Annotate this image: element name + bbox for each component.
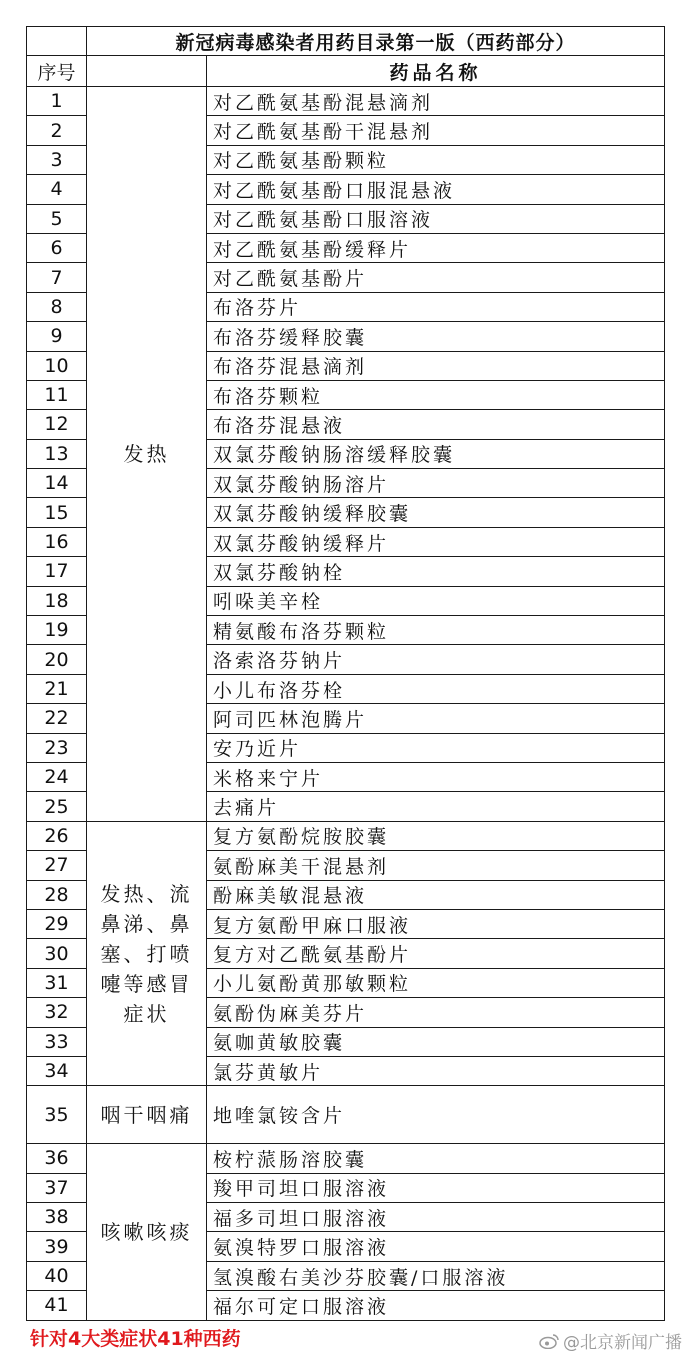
- watermark: [539, 1328, 682, 1353]
- row-number: 36: [27, 1144, 87, 1173]
- drug-name: 氨咖黄敏胶囊: [207, 1027, 665, 1056]
- row-number: 8: [27, 292, 87, 321]
- row-number: 25: [27, 792, 87, 821]
- row-number: 30: [27, 939, 87, 968]
- drug-name: 小儿布洛芬栓: [207, 674, 665, 703]
- row-number: 10: [27, 351, 87, 380]
- row-number: 24: [27, 762, 87, 791]
- header-row: [27, 56, 665, 87]
- drug-name: 复方氨酚烷胺胶囊: [207, 821, 665, 850]
- row-number: 34: [27, 1056, 87, 1085]
- drug-name: 布洛芬混悬液: [207, 410, 665, 439]
- table-row: [27, 1144, 665, 1173]
- row-number: 4: [27, 175, 87, 204]
- row-number: 2: [27, 116, 87, 145]
- drug-name: 酚麻美敏混悬液: [207, 880, 665, 909]
- drug-name: 地喹氯铵含片: [207, 1086, 665, 1144]
- drug-name: 对乙酰氨基酚缓释片: [207, 233, 665, 262]
- row-number: 3: [27, 145, 87, 174]
- row-number: 32: [27, 998, 87, 1027]
- row-number: 35: [27, 1086, 87, 1144]
- drug-name: 复方对乙酰氨基酚片: [207, 939, 665, 968]
- drug-name: 洛索洛芬钠片: [207, 645, 665, 674]
- drug-name: 氯芬黄敏片: [207, 1056, 665, 1085]
- drug-name: 布洛芬混悬滴剂: [207, 351, 665, 380]
- drug-name: 吲哚美辛栓: [207, 586, 665, 615]
- drug-name: 福多司坦口服溶液: [207, 1203, 665, 1232]
- drug-name: 安乃近片: [207, 733, 665, 762]
- row-number: 7: [27, 263, 87, 292]
- drug-name: 桉柠蒎肠溶胶囊: [207, 1144, 665, 1173]
- drug-catalog-table: [26, 26, 665, 1321]
- row-number: 6: [27, 233, 87, 262]
- drug-name: 氢溴酸右美沙芬胶囊/口服溶液: [207, 1261, 665, 1290]
- row-number: 13: [27, 439, 87, 468]
- row-number: 39: [27, 1232, 87, 1261]
- drug-name: 布洛芬颗粒: [207, 380, 665, 409]
- row-number: 22: [27, 704, 87, 733]
- drug-name: 双氯芬酸钠缓释片: [207, 527, 665, 556]
- header-category: [87, 56, 207, 87]
- row-number: 20: [27, 645, 87, 674]
- drug-name: 布洛芬缓释胶囊: [207, 322, 665, 351]
- drug-name: 复方氨酚甲麻口服液: [207, 909, 665, 938]
- drug-name: 精氨酸布洛芬颗粒: [207, 616, 665, 645]
- row-number: 41: [27, 1291, 87, 1320]
- row-number: 19: [27, 616, 87, 645]
- row-number: 16: [27, 527, 87, 556]
- drug-name: 羧甲司坦口服溶液: [207, 1173, 665, 1202]
- row-number: 31: [27, 968, 87, 997]
- watermark-text: @北京新闻广播: [563, 1333, 682, 1353]
- row-number: 33: [27, 1027, 87, 1056]
- drug-name: 对乙酰氨基酚口服混悬液: [207, 175, 665, 204]
- symptom-category: 咽干咽痛: [87, 1086, 207, 1144]
- header-number: 序号: [27, 56, 87, 87]
- row-number: 29: [27, 909, 87, 938]
- row-number: 18: [27, 586, 87, 615]
- weibo-logo-icon: [539, 1333, 559, 1349]
- table-row: [27, 1086, 665, 1144]
- drug-name: 对乙酰氨基酚片: [207, 263, 665, 292]
- row-number: 27: [27, 851, 87, 880]
- row-number: 37: [27, 1173, 87, 1202]
- table-row: [27, 87, 665, 116]
- symptom-category: 发热、流鼻涕、鼻塞、打喷嚏等感冒症状: [87, 821, 207, 1086]
- summary-caption: 针对4大类症状41种西药: [30, 1328, 241, 1350]
- row-number: 40: [27, 1261, 87, 1290]
- row-number: 38: [27, 1203, 87, 1232]
- row-number: 9: [27, 322, 87, 351]
- title-row: [27, 27, 665, 56]
- drug-name: 对乙酰氨基酚混悬滴剂: [207, 87, 665, 116]
- drug-name: 布洛芬片: [207, 292, 665, 321]
- drug-name: 氨酚伪麻美芬片: [207, 998, 665, 1027]
- row-number: 28: [27, 880, 87, 909]
- row-number: 23: [27, 733, 87, 762]
- row-number: 26: [27, 821, 87, 850]
- drug-name: 阿司匹林泡腾片: [207, 704, 665, 733]
- row-number: 5: [27, 204, 87, 233]
- drug-name: 双氯芬酸钠栓: [207, 557, 665, 586]
- drug-name: 双氯芬酸钠肠溶缓释胶囊: [207, 439, 665, 468]
- drug-name: 米格来宁片: [207, 762, 665, 791]
- row-number: 17: [27, 557, 87, 586]
- drug-name: 双氯芬酸钠缓释胶囊: [207, 498, 665, 527]
- drug-name: 对乙酰氨基酚口服溶液: [207, 204, 665, 233]
- drug-name: 福尔可定口服溶液: [207, 1291, 665, 1320]
- drug-name: 对乙酰氨基酚干混悬剂: [207, 116, 665, 145]
- row-number: 11: [27, 380, 87, 409]
- drug-name: 氨溴特罗口服溶液: [207, 1232, 665, 1261]
- symptom-category: 发热: [87, 87, 207, 822]
- table-title: 新冠病毒感染者用药目录第一版（西药部分）: [87, 27, 665, 56]
- row-number: 12: [27, 410, 87, 439]
- row-number: 1: [27, 87, 87, 116]
- row-number: 21: [27, 674, 87, 703]
- table-row: [27, 821, 665, 850]
- drug-name: 氨酚麻美干混悬剂: [207, 851, 665, 880]
- drug-name: 小儿氨酚黄那敏颗粒: [207, 968, 665, 997]
- title-corner-cell: [27, 27, 87, 56]
- drug-name: 去痛片: [207, 792, 665, 821]
- row-number: 14: [27, 469, 87, 498]
- header-drug-name: 药品名称: [207, 56, 665, 87]
- drug-name: 双氯芬酸钠肠溶片: [207, 469, 665, 498]
- symptom-category: 咳嗽咳痰: [87, 1144, 207, 1320]
- row-number: 15: [27, 498, 87, 527]
- drug-name: 对乙酰氨基酚颗粒: [207, 145, 665, 174]
